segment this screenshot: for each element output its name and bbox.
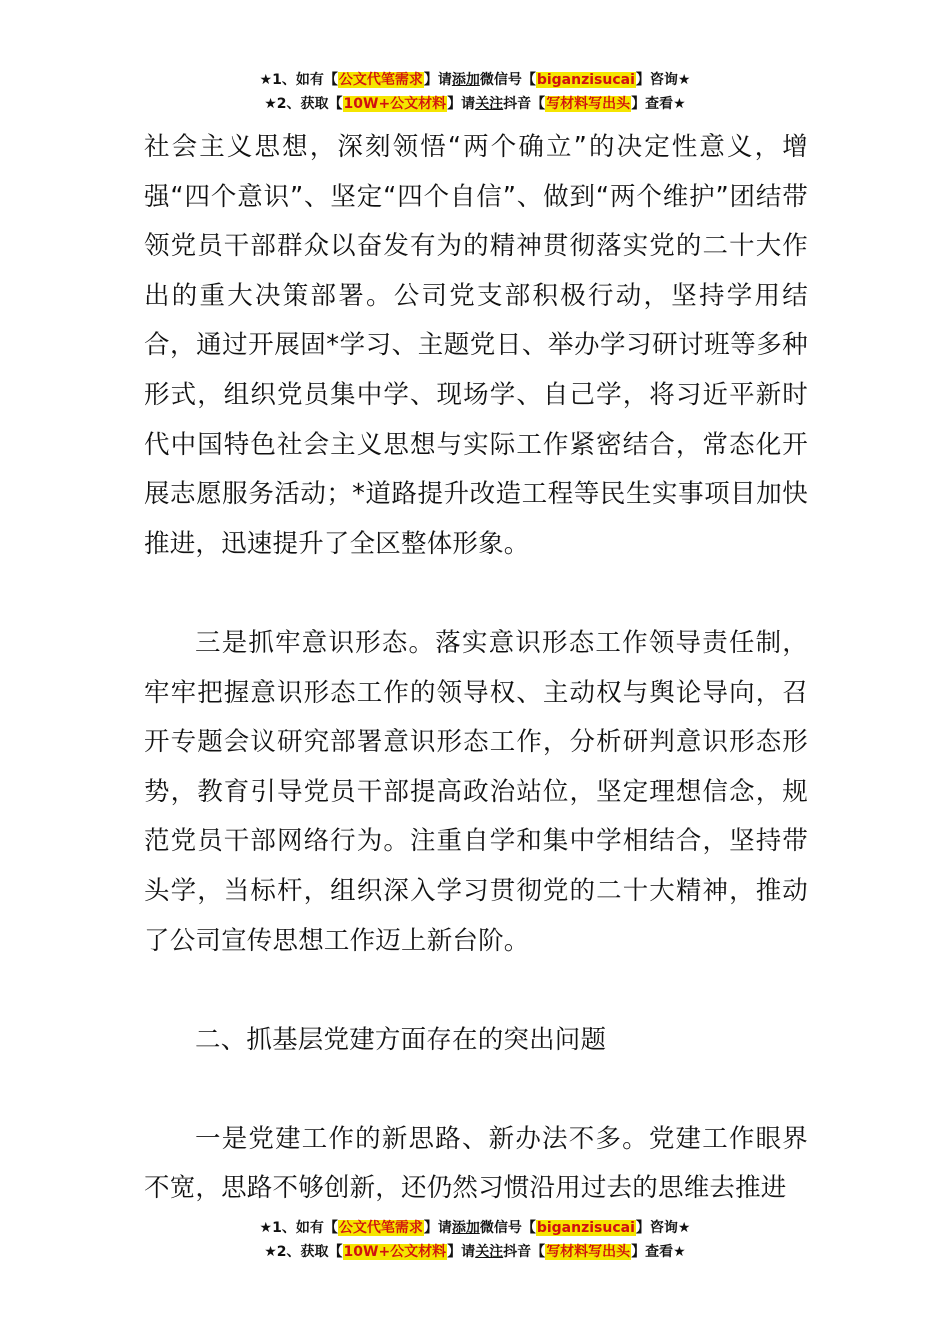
- banner-text: 】查看★: [631, 1244, 686, 1260]
- document-body: [144, 123, 808, 1214]
- banner-underlined-text: 关注: [475, 96, 504, 112]
- banner-text: 微信号【: [479, 1220, 536, 1236]
- banner-text: ★2、获取【: [264, 96, 343, 112]
- banner-text: 抖音【: [503, 1244, 546, 1260]
- banner-underlined-text: 添加: [451, 72, 480, 88]
- paragraph-problem-one: 一是党建工作的新思路、新办法不多。党建工作眼界不宽，思路不够创新，还仍然习惯沿用过去的思维去推进: [144, 1123, 808, 1204]
- banner-underlined-text: 添加: [451, 1220, 480, 1236]
- banner-text: 】查看★: [631, 96, 686, 112]
- banner-text: 】咨询★: [635, 72, 691, 88]
- paragraph-gap: [144, 966, 808, 1016]
- banner-highlight: 写材料写出头: [546, 96, 631, 112]
- banner-text: ★1、如有【: [259, 1220, 338, 1236]
- banner-text: 】咨询★: [635, 1220, 691, 1236]
- footer-banner: [0, 1216, 950, 1264]
- banner-highlight: 公文代笔需求: [338, 72, 423, 88]
- paragraph-gap: [144, 569, 808, 619]
- banner-line-1: [0, 68, 950, 92]
- banner-text: ★1、如有【: [259, 72, 338, 88]
- header-banner: [0, 68, 950, 116]
- banner-highlight: biganzisucai: [536, 72, 635, 88]
- banner-underlined-text: 关注: [475, 1244, 504, 1260]
- banner-text: 】请: [423, 72, 452, 88]
- banner-highlight: 公文代笔需求: [338, 1220, 423, 1236]
- paragraph-continued: 社会主义思想，深刻领悟“两个确立”的决定性意义，增强“四个意识”、坚定“四个自信”、做到“两个维护”团结带领党员干部群众以奋发有为的精神贯彻落实党的二十大作出的重大决策部署。公司党支部积极行动，坚持学用结合，通过开展固*学习、主题党日、举办学习研讨班等多种形式，组织党员集中学、现场学、自己学，将习近平新时代中国特色社会主义思想与实际工作紧密结合，常态化开展志愿服务活动；*道路提升改造工程等民生实事项目加快推进，迅速提升了全区整体形象。: [144, 132, 808, 559]
- banner-line-2: [0, 1240, 950, 1264]
- banner-highlight: 10W+公文材料: [343, 96, 447, 112]
- banner-line-1: [0, 1216, 950, 1240]
- paragraph-gap: [144, 1065, 808, 1115]
- paragraph-ideology: 三是抓牢意识形态。落实意识形态工作领导责任制，牢牢把握意识形态工作的领导权、主动权与舆论导向，召开专题会议研究部署意识形态工作，分析研判意识形态形势，教育引导党员干部提高政治站位，坚定理想信念，规范党员干部网络行为。注重自学和集中学相结合，坚持带头学，当标杆，组织深入学习贯彻党的二十大精神，推动了公司宣传思想工作迈上新台阶。: [144, 627, 808, 956]
- banner-highlight: 10W+公文材料: [343, 1244, 447, 1260]
- banner-line-2: [0, 92, 950, 116]
- section-heading: 二、抓基层党建方面存在的突出问题: [195, 1024, 607, 1055]
- banner-text: 】请: [447, 96, 476, 112]
- banner-highlight: biganzisucai: [536, 1220, 635, 1236]
- banner-text: 】请: [447, 1244, 476, 1260]
- banner-highlight: 写材料写出头: [546, 1244, 631, 1260]
- banner-text: ★2、获取【: [264, 1244, 343, 1260]
- banner-text: 】请: [423, 1220, 452, 1236]
- banner-text: 微信号【: [479, 72, 536, 88]
- banner-text: 抖音【: [503, 96, 546, 112]
